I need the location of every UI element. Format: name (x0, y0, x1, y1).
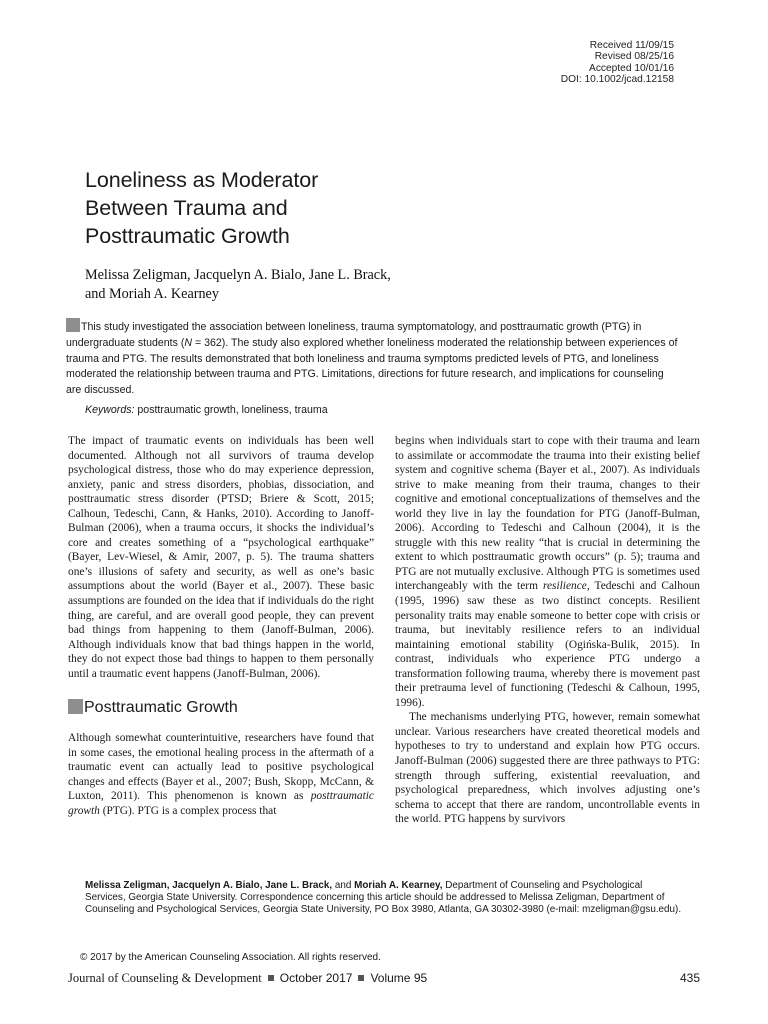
received-date: Received 11/09/15 (589, 40, 674, 51)
body-paragraph (68, 731, 374, 818)
body-text: begins when individuals start to cope with their trauma and learn to assimilate or accommodate the trauma into their existing belief system and cognitive schema (Bayer et al., 2007). As individuals strive to make meaning from their trauma, changes to their cognitive and emotional conceptualizations of themselves and the world they live in lay the foundation for PTG (Janoff-Bulman, 2006). According to Tedeschi and Calhoun (2004), it is the struggle with this new reality “that is crucial in determining the extent to which posttraumatic growth occurs” (p. 5); trauma and PTG are not mutually exclusive. Although PTG is sometimes used interchangeably with the term (395, 435, 700, 593)
volume: Volume 95 (370, 971, 428, 985)
emphasized-term: resilience (542, 580, 587, 593)
journal-name: Journal of Counseling & Development (68, 971, 262, 985)
author-line: and Moriah A. Kearney (85, 285, 219, 302)
square-separator-icon (358, 975, 364, 981)
body-column-left (68, 434, 374, 819)
abstract-text-cont: = 362). The study also explored whether loneliness moderated the relationship between experiences of trauma and PTG. The results demonstrated that both loneliness and trauma symptoms predicted levels of PTG, and loneliness moderated the relationship between trauma and PTG. Limitations, directions for future research, and implications for counseling are discussed. (66, 336, 678, 397)
affiliation-conj: and (332, 880, 355, 891)
title-line: Between Trauma and (85, 196, 288, 220)
affiliation-text: Department of Counseling and Psychological Services, Georgia State University. Correspondence concerning this article should be addressed to Melissa Zeligman, Department of Counseling and Psychological Services, Georgia State University, PO Box 3980, Atlanta, GA 30302-3980 (e-mail: mzeligman@gsu.edu). (85, 880, 682, 915)
abstract (66, 318, 678, 399)
body-text: Although somewhat counterintuitive, researchers have found that in some cases, the emotional healing process in the aftermath of a traumatic event can actually lead to positive psychological changes and effects (Bayer et al., 2007; Bush, Skopp, McCann, & Luxton, 2011). This phenomenon is known as (68, 732, 374, 803)
abstract-n-symbol: N (184, 336, 193, 349)
body-column-right (395, 434, 700, 827)
issue-date: October 2017 (279, 971, 353, 985)
abstract-text: This study investigated the association between loneliness, trauma symptomatology, and posttraumatic growth (PTG) in undergraduate students ( (66, 321, 642, 349)
article-title (85, 166, 505, 250)
body-paragraph: The impact of traumatic events on individuals has been well documented. Although not all survivors of trauma develop psychological distress, those who do may experience depression, anxiety, panic and stress disorders, phobias, dissociation, and posttraumatic stress disorder (PTSD; Briere & Scott, 2015; Calhoun, Tedeschi, Cann, & Hanks, 2010). According to Janoff-Bulman (2006), when a trauma occurs, it shocks the individual’s core and creates something of a “psychological earthquake” (Bayer, Lev-Wiesel, & Amir, 2007, p. 5). The trauma shatters one’s illusions of safety and security, as well as one’s basic assumptions about the world (Bayer et al., 2007). These basic assumptions are founded on the idea that if individuals do the right thing, are careful, and are overall good people, they can prevent bad things from happening to them (Janoff-Bulman, 2006). Although individuals know that bad things happen in the world, they do not expect those bad things to happen to them personally until a traumatic event happens (Janoff-Bulman, 2006). (68, 435, 374, 680)
section-heading-text: Posttraumatic Growth (84, 699, 238, 717)
title-line: Loneliness as Moderator (85, 168, 319, 192)
body-paragraph: The mechanisms underlying PTG, however, remain somewhat unclear. Various researchers have created theoretical models and hypotheses to try to understand and explain how PTG occurs. Janoff-Bulman (2006) suggested there are three pathways to PTG: strength through suffering, existential reevaluation, and psychological preparedness, which involves adjusting one’s schema to accept that there are random, uncontrollable events in the world. PTG happens by survivors (395, 711, 700, 826)
copyright-notice: © 2017 by the American Counseling Association. All rights reserved. (80, 952, 381, 963)
section-heading (68, 699, 374, 717)
author-affiliation (85, 880, 685, 916)
keywords-text: posttraumatic growth, loneliness, trauma (134, 404, 328, 416)
body-text: , Tedeschi and Calhoun (1995, 1996) saw these as two distinct concepts. Resilient personality traits may enable someone to better cope with crisis or trauma, but inevitably resilience refers to an individual maintaining emotional stability (Ogińska-Bulik, 2015). In contrast, individuals who experience PTG undergo a transformation following trauma, whereby there is movement past their pretrauma level of functioning (Tedeschi & Calhoun, 1995, 1996). (395, 580, 700, 709)
author-list (85, 266, 505, 303)
accepted-date: Accepted 10/01/16 (589, 62, 674, 74)
article-history (561, 40, 674, 86)
revised-date: Revised 08/25/16 (594, 51, 674, 63)
keywords (85, 404, 328, 416)
page-footer (68, 971, 700, 986)
affiliation-names: Melissa Zeligman, Jacquelyn A. Bialo, Jane L. Brack, (85, 880, 333, 891)
square-bullet-icon (66, 318, 80, 332)
doi: DOI: 10.1002/jcad.12158 (560, 74, 674, 86)
square-separator-icon (268, 975, 274, 981)
author-line: Melissa Zeligman, Jacquelyn A. Bialo, Jane L. Brack, (85, 267, 391, 283)
title-line: Posttraumatic Growth (85, 224, 290, 248)
square-bullet-icon (68, 699, 83, 714)
emphasized-term: posttraumatic growth (68, 790, 374, 818)
page-number: 435 (679, 971, 700, 985)
affiliation-last-name: Moriah A. Kearney, (354, 880, 443, 891)
body-text: (PTG). PTG is a complex process that (99, 805, 277, 818)
keywords-label: Keywords: (85, 404, 135, 416)
body-paragraph (395, 434, 700, 710)
